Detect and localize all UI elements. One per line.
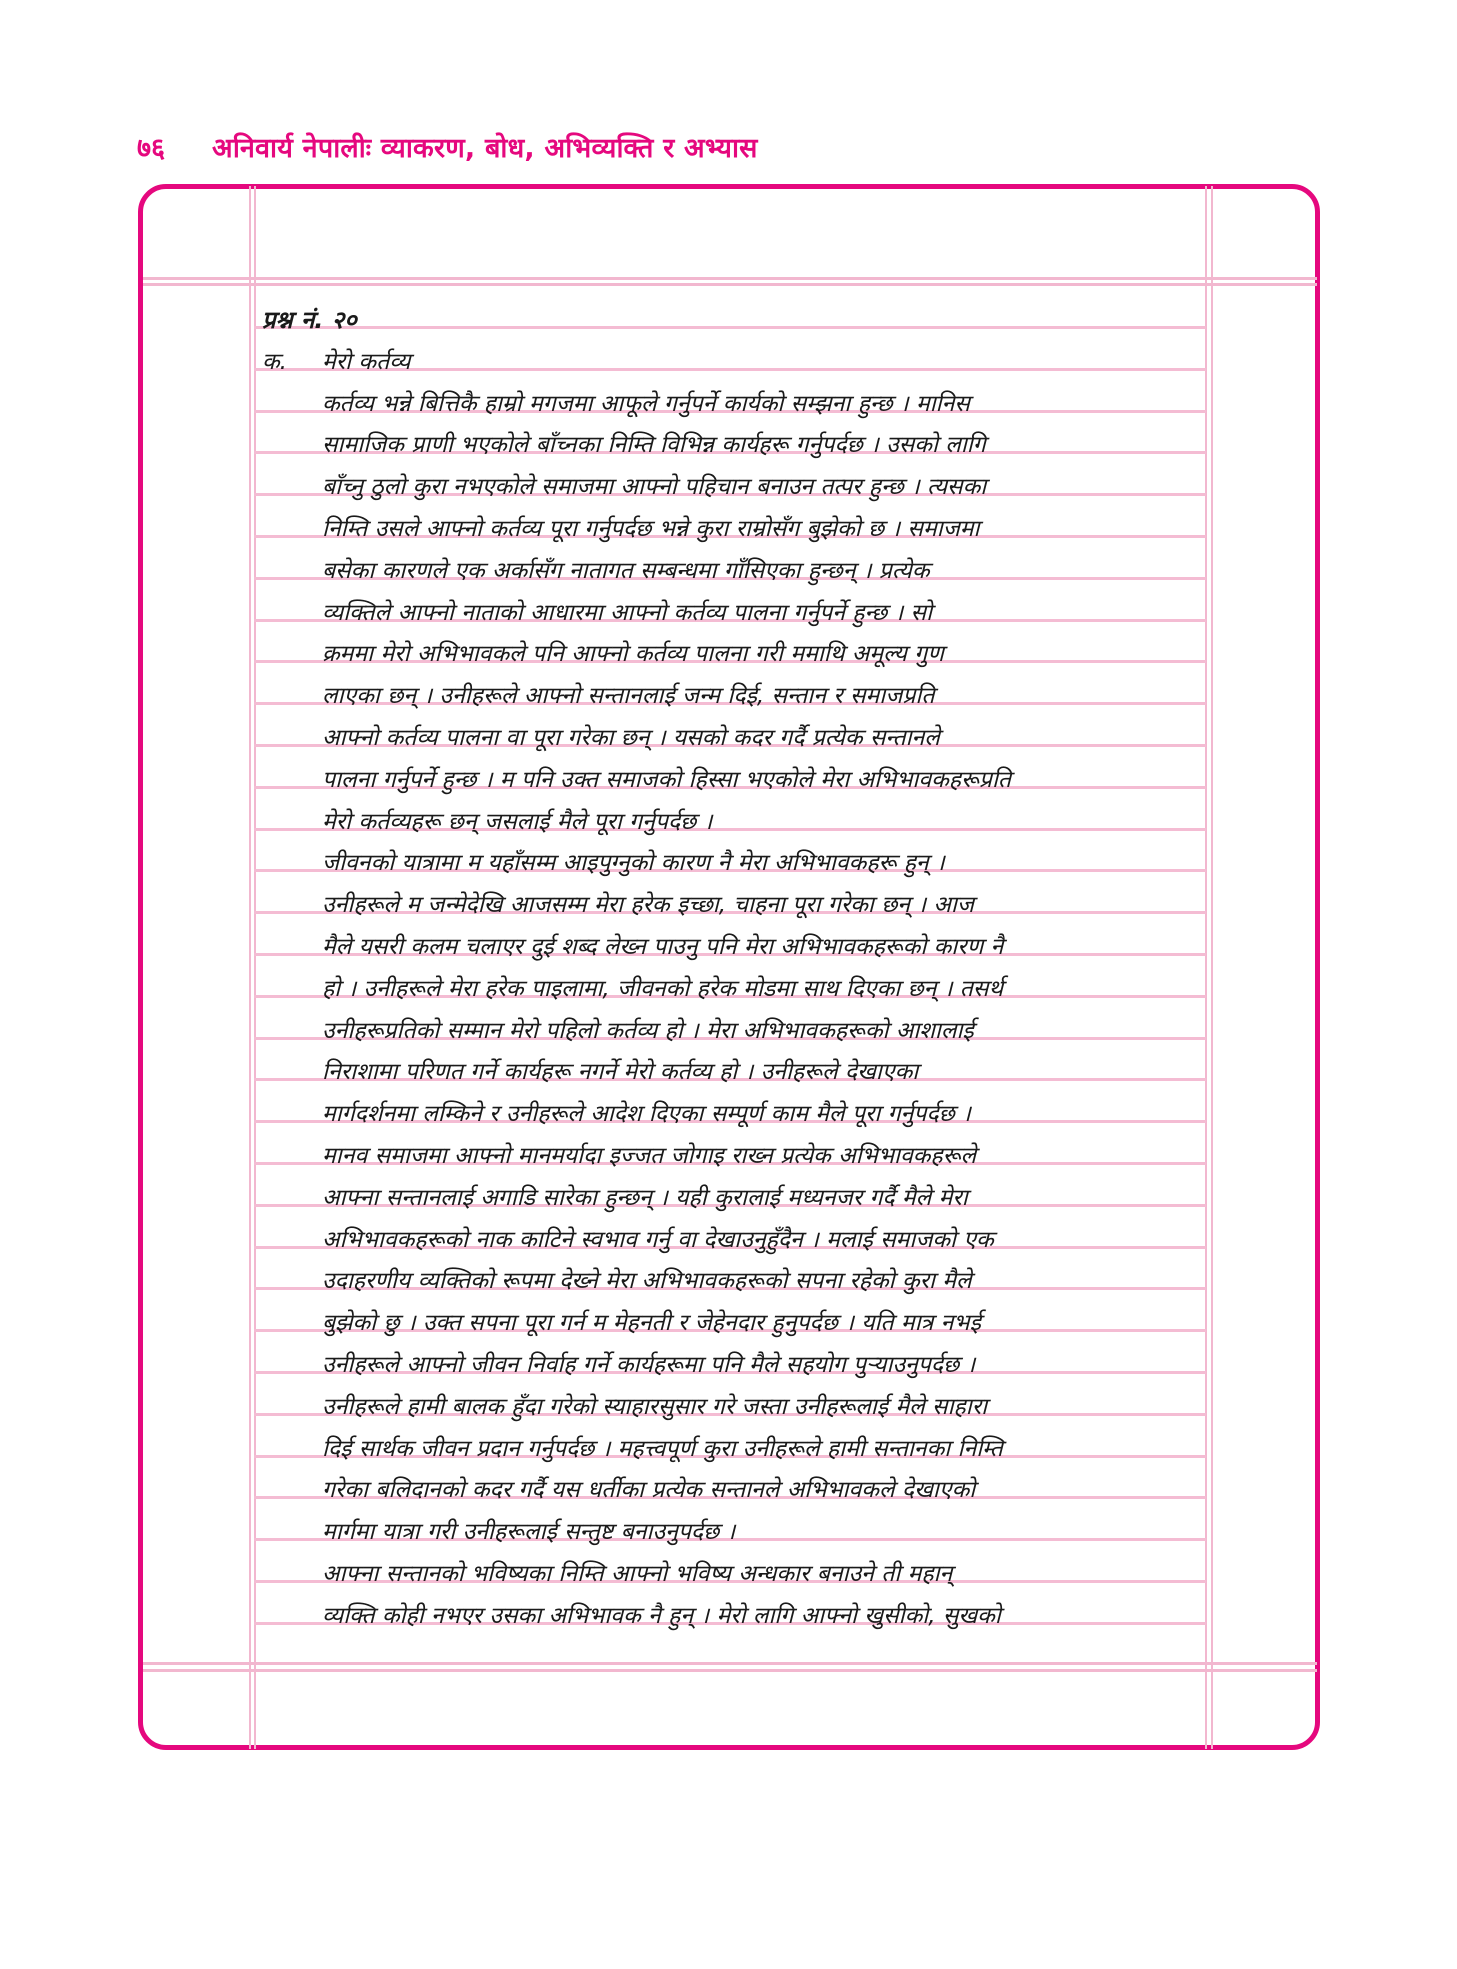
body-text-line: उनीहरूले आफ्नो जीवन निर्वाह गर्ने कार्यहरूमा पनि मैले सहयोग पुऱ्याउनुपर्दछ ।: [322, 1352, 976, 1378]
body-text-line: उदाहरणीय व्यक्तिको रूपमा देख्ने मेरा अभिभावकहरूको सपना रहेको कुरा मैले: [322, 1268, 972, 1295]
body-text-line: क्रममा मेरो अभिभावकले पनि आफ्नो कर्तव्य पालना गरी ममाथि अमूल्य गुण: [322, 641, 944, 668]
subheading-label: क.: [262, 348, 287, 375]
body-text-line: उनीहरूप्रतिको सम्मान मेरो पहिलो कर्तव्य हो । मेरा अभिभावकहरूको आशालाई: [322, 1017, 974, 1044]
body-text-line: उनीहरूले हामी बालक हुँदा गरेको स्याहारसुसार गरे जस्ता उनीहरूलाई मैले साहारा: [322, 1393, 988, 1420]
question-title: प्रश्न नं. २०: [262, 306, 357, 334]
body-text-line: पालना गर्नुपर्ने हुन्छ । म पनि उक्त समाजको हिस्सा भएकोले मेरा अभिभावकहरूप्रति: [322, 766, 1012, 793]
top-margin-line: [143, 283, 1317, 286]
bottom-margin-line: [143, 1662, 1317, 1665]
page-header: [137, 126, 758, 166]
body-text-line: मार्गदर्शनमा लम्किने र उनीहरूले आदेश दिएका सम्पूर्ण काम मैले पूरा गर्नुपर्दछ ।: [322, 1101, 971, 1128]
body-text-line: व्यक्तिले आफ्नो नाताको आधारमा आफ्नो कर्तव्य पालना गर्नुपर्ने हुन्छ । सो: [322, 599, 933, 626]
body-text-line: दिई सार्थक जीवन प्रदान गर्नुपर्दछ । महत्त्वपूर्ण कुरा उनीहरूले हामी सन्तानका निम्ति: [322, 1435, 1003, 1462]
subheading: [262, 342, 410, 384]
body-text-line: मैले यसरी कलम चलाएर दुई शब्द लेख्न पाउनु पनि मेरा अभिभावकहरूको कारण नै: [322, 934, 1004, 960]
left-margin-line: [254, 186, 256, 1749]
body-text-line: अभिभावकहरूको नाक काटिने स्वभाव गर्नु वा देखाउनुहुँदैन । मलाई समाजको एक: [322, 1226, 994, 1253]
page-number: ७६: [137, 132, 166, 164]
body-text-line: आफ्ना सन्तानलाई अगाडि सारेका हुन्छन् । यही कुरालाई मध्यनजर गर्दै मैले मेरा: [322, 1184, 968, 1211]
body-text-line: उनीहरूले म जन्मेदेखि आजसम्म मेरा हरेक इच्छा, चाहना पूरा गरेका छन् । आज: [322, 892, 974, 919]
right-margin-line: [1205, 186, 1207, 1749]
bottom-margin-line: [143, 1669, 1317, 1672]
subheading-title: मेरो कर्तव्य: [322, 348, 411, 375]
body-text-line: निम्ति उसले आफ्नो कर्तव्य पूरा गर्नुपर्दछ भन्ने कुरा राम्रोसँग बुझेको छ । समाजमा: [322, 516, 980, 542]
body-text-line: मेरो कर्तव्यहरू छन् जसलाई मैले पूरा गर्नुपर्दछ ।: [322, 808, 713, 835]
body-text-line: हो । उनीहरूले मेरा हरेक पाइलामा, जीवनको हरेक मोडमा साथ दिएका छन् । तसर्थ: [322, 975, 1004, 1002]
body-text-line: आफ्ना सन्तानको भविष्यका निम्ति आफ्नो भविष्य अन्धकार बनाउने ती महान्: [322, 1561, 953, 1587]
body-text-line: जीवनको यात्रामा म यहाँसम्म आइपुग्नुको कारण नै मेरा अभिभावकहरू हुन् ।: [322, 850, 945, 877]
body-text-line: सामाजिक प्राणी भएकोले बाँच्नका निम्ति विभिन्न कार्यहरू गर्नुपर्दछ । उसको लागि: [322, 432, 986, 459]
body-text-line: मार्गमा यात्रा गरी उनीहरूलाई सन्तुष्ट बनाउनुपर्दछ ।: [322, 1519, 736, 1546]
body-text-line: आफ्नो कर्तव्य पालना वा पूरा गरेका छन् । यसको कदर गर्दै प्रत्येक सन्तानले: [322, 725, 940, 751]
body-text-line: कर्तव्य भन्ने बित्तिकै हाम्रो मगजमा आफूले गर्नुपर्ने कार्यको सम्झना हुन्छ । मानिस: [322, 390, 970, 417]
body-text-line: व्यक्ति कोही नभएर उसका अभिभावक नै हुन् । मेरो लागि आफ्नो खुसीको, सुखको: [322, 1602, 1001, 1629]
body-text-line: बुझेको छु । उक्त सपना पूरा गर्न म मेहनती र जेहेनदार हुनुपर्दछ । यति मात्र नभई: [322, 1310, 981, 1337]
body-text-line: बसेका कारणले एक अर्कासँग नातागत सम्बन्धमा गाँसिएका हुन्छन् । प्रत्येक: [322, 557, 930, 584]
left-margin-line: [249, 186, 251, 1749]
body-text-line: मानव समाजमा आफ्नो मानमर्यादा इज्जत जोगाइ राख्न प्रत्येक अभिभावकहरूले: [322, 1143, 977, 1169]
book-title: अनिवार्य नेपालीः व्याकरण, बोध, अभिव्यक्ति र अभ्यास: [212, 132, 758, 164]
top-margin-line: [143, 277, 1317, 280]
body-text-line: बाँच्नु ठुलो कुरा नभएकोले समाजमा आफ्नो पहिचान बनाउन तत्पर हुन्छ । त्यसका: [322, 474, 987, 501]
ruled-line: [254, 326, 1206, 329]
body-text-line: गरेका बलिदानको कदर गर्दै यस धर्तीका प्रत्येक सन्तानले अभिभावकले देखाएको: [322, 1477, 976, 1504]
right-margin-line: [1211, 186, 1213, 1749]
body-text-line: निराशामा परिणत गर्ने कार्यहरू नगर्ने मेरो कर्तव्य हो । उनीहरूले देखाएका: [322, 1059, 919, 1086]
body-text-line: लाएका छन् । उनीहरूले आफ्नो सन्तानलाई जन्म दिई, सन्तान र समाजप्रति: [322, 683, 935, 710]
